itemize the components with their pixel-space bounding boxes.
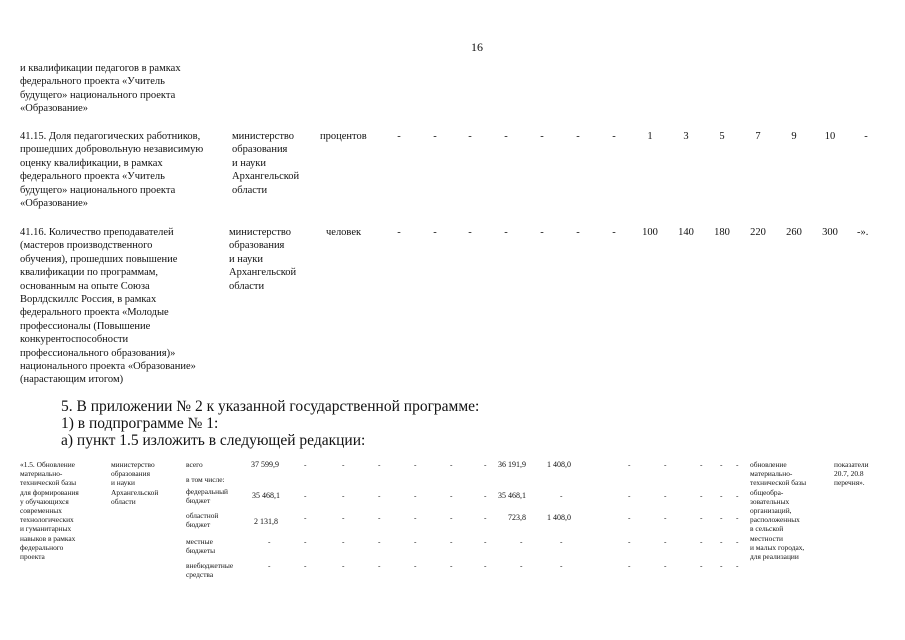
text-line: образования [229, 240, 285, 252]
value-cell: - [484, 513, 487, 522]
text-line: и науки [111, 478, 135, 488]
value-cell: - [378, 460, 381, 469]
value-cell: 3 [683, 131, 689, 142]
value-cell: - [450, 561, 453, 570]
value-cell: - [700, 513, 703, 522]
text-line: области [232, 184, 268, 196]
value-cell: - [612, 227, 616, 238]
text-line: «Образование» [20, 103, 89, 115]
text-line: для формирования [20, 487, 79, 497]
indicator-name [20, 226, 196, 387]
value-cell: - [378, 561, 381, 570]
instruction-line-2: 1) в подпрограмме № 1: [61, 415, 219, 432]
value-cell: 5 [719, 131, 725, 142]
value-cell: - [720, 513, 723, 522]
funding-total: 37 599,9 [251, 460, 279, 469]
value-cell: - [468, 131, 472, 142]
text-line: федерального [20, 542, 64, 552]
indicator-name [20, 130, 203, 210]
measure-name [20, 460, 79, 561]
text-line: бюджеты [186, 546, 216, 556]
value-cell: - [414, 561, 417, 570]
text-line: проекта [20, 552, 45, 562]
value-cell: - [484, 491, 487, 500]
value-cell: - [664, 537, 667, 546]
value-cell: - [520, 537, 523, 546]
text-line: профессионального образования)» [20, 347, 176, 359]
value-cell: - [378, 513, 381, 522]
text-line: национального проекта «Образование» [20, 361, 196, 373]
value-cell: - [560, 537, 563, 546]
text-line: «1.5. Обновление [20, 460, 75, 469]
value-cell: -». [857, 227, 869, 238]
value-cell: - [484, 460, 487, 469]
value-cell: - [628, 460, 631, 469]
text-line: и малых городах, [750, 542, 805, 552]
value-cell: - [397, 131, 401, 142]
text-line: Архангельской [229, 267, 297, 279]
text-line: министерство [229, 227, 292, 238]
text-line: (мастеров производственного [20, 240, 153, 252]
value-cell: - [540, 131, 544, 142]
text-line: и науки [229, 253, 263, 265]
unit: человек [326, 227, 362, 238]
page-number: 16 [471, 40, 483, 54]
value-cell: - [484, 561, 487, 570]
value-cell: - [468, 227, 472, 238]
value-cell: - [720, 491, 723, 500]
value-cell: - [720, 460, 723, 469]
value-cell: - [700, 460, 703, 469]
text-line: организаций, [750, 506, 792, 516]
funding-total: 2 131,8 [254, 517, 278, 526]
text-line: области [229, 280, 265, 292]
value-cell: 140 [678, 227, 694, 238]
value-cell: - [700, 561, 703, 570]
text-line: министерство [111, 460, 155, 469]
value-cell: 35 468,1 [498, 491, 526, 500]
value-cell: 100 [642, 227, 658, 238]
funding-source: в том числе: [186, 475, 225, 484]
value-cell: - [304, 537, 307, 546]
value-cell: - [736, 513, 739, 522]
value-cell: 1 408,0 [547, 460, 571, 469]
text-line: перечня». [834, 478, 865, 488]
text-line: для реализации [750, 552, 799, 562]
value-cell: - [664, 513, 667, 522]
text-line: оценку квалификации, в рамках [20, 157, 163, 169]
value-cell: 220 [750, 227, 766, 238]
value-cell: - [736, 491, 739, 500]
value-cell: - [304, 460, 307, 469]
text-line: образования [232, 144, 288, 156]
value-cell: 1 [647, 131, 653, 142]
value-cell: - [342, 491, 345, 500]
funding-total: - [268, 537, 271, 546]
value-cell: - [736, 561, 739, 570]
text-line: общеобра- [750, 487, 784, 497]
funding-source: всего [186, 460, 203, 469]
value-cell: - [304, 513, 307, 522]
value-cell: - [450, 537, 453, 546]
value-cell: 723,8 [508, 513, 526, 522]
responsible-org [232, 130, 299, 197]
value-cell: - [628, 513, 631, 522]
text-line: зовательных [750, 496, 790, 506]
text-line: технологических [20, 515, 74, 525]
value-cell: - [342, 537, 345, 546]
text-line: федеральный [186, 487, 228, 496]
text-line: образования [111, 469, 150, 479]
value-cell: - [414, 491, 417, 500]
text-line: будущего» национального проекта [20, 89, 176, 101]
value-cell: - [628, 561, 631, 570]
value-cell: - [560, 561, 563, 570]
value-cell: - [342, 513, 345, 522]
value-cell: 260 [786, 227, 802, 238]
funding-source [186, 561, 233, 579]
text-line: (нарастающим итогом) [20, 374, 124, 386]
value-cell: - [576, 227, 580, 238]
text-line: федерального проекта «Молодые [20, 307, 169, 319]
value-cell: - [304, 491, 307, 500]
text-line: 20.7, 20.8 [834, 469, 864, 479]
expected-result [750, 460, 806, 561]
value-cell: - [342, 460, 345, 469]
value-cell: - [520, 561, 523, 570]
value-cell: - [664, 491, 667, 500]
funding-source [186, 511, 218, 529]
value-cell: 10 [824, 131, 836, 142]
value-cell: - [700, 491, 703, 500]
value-cell: - [378, 491, 381, 500]
indicator-refs [834, 460, 869, 488]
value-cell: - [378, 537, 381, 546]
text-line: технической базы [20, 478, 77, 488]
value-cell: - [664, 561, 667, 570]
value-cell: - [720, 561, 723, 570]
instruction-line-1: 5. В приложении № 2 к указанной государственной программе: [61, 398, 480, 415]
text-line: бюджет [186, 520, 211, 530]
text-line: внебюджетные [186, 561, 234, 570]
text-line: Архангельской [232, 171, 300, 183]
text-line: расположенных [750, 515, 800, 525]
value-cell: 180 [714, 227, 730, 238]
value-cell: - [612, 131, 616, 142]
text-line: обновление [750, 460, 787, 469]
continued-indicator-name [20, 62, 181, 116]
value-cell: - [560, 491, 563, 500]
text-line: и гуманитарных [20, 524, 72, 534]
text-line: и науки [232, 157, 266, 169]
value-cell: - [700, 537, 703, 546]
text-line: профессионалы (Повышение [20, 320, 151, 332]
value-cell: - [414, 513, 417, 522]
funding-source [186, 537, 215, 555]
text-line: местные [186, 537, 213, 546]
text-line: обучения), прошедших повышение [20, 253, 178, 265]
text-line: показатели [834, 460, 869, 469]
text-line: основанным на опыте Союза [20, 280, 150, 292]
text-line: материально- [750, 469, 793, 479]
text-line: в сельской [750, 524, 784, 534]
responsible-org [229, 226, 296, 293]
value-cell: 36 191,9 [498, 460, 526, 469]
value-cell: 7 [755, 131, 761, 142]
text-line: прошедших добровольную независимую [20, 144, 204, 156]
value-cell: - [628, 491, 631, 500]
funding-source [186, 487, 228, 505]
text-line: 41.15. Доля педагогических работников, [20, 131, 201, 142]
text-line: конкурентоспособности [20, 334, 129, 346]
value-cell: - [450, 491, 453, 500]
text-line: средства [186, 570, 214, 580]
text-line: министерство [232, 131, 295, 142]
value-cell: - [450, 460, 453, 469]
value-cell: 300 [822, 227, 838, 238]
text-line: современных [20, 506, 62, 516]
value-cell: - [342, 561, 345, 570]
text-line: и квалификации педагогов в рамках [20, 63, 181, 74]
value-cell: - [664, 460, 667, 469]
funding-total: - [268, 561, 271, 570]
value-cell: - [414, 460, 417, 469]
instruction-line-3: а) пункт 1.5 изложить в следующей редакции: [61, 432, 366, 449]
text-line: «Образование» [20, 198, 89, 210]
value-cell: - [397, 227, 401, 238]
text-line: бюджет [186, 496, 211, 506]
funding-total: 35 468,1 [252, 491, 280, 500]
value-cell: - [864, 131, 868, 142]
value-cell: - [504, 227, 508, 238]
responsible-org [111, 460, 158, 506]
value-cell: 1 408,0 [547, 513, 571, 522]
value-cell: 9 [791, 131, 797, 142]
text-line: местности [750, 533, 783, 543]
text-line: 41.16. Количество преподавателей [20, 227, 174, 238]
value-cell: - [433, 131, 437, 142]
text-line: материально- [20, 469, 63, 479]
value-cell: - [484, 537, 487, 546]
text-line: квалификации по программам, [20, 267, 159, 279]
value-cell: - [414, 537, 417, 546]
value-cell: - [304, 561, 307, 570]
value-cell: - [736, 537, 739, 546]
value-cell: - [504, 131, 508, 142]
text-line: технической базы [750, 478, 807, 488]
value-cell: - [736, 460, 739, 469]
text-line: областной [186, 511, 219, 520]
value-cell: - [433, 227, 437, 238]
text-line: Ворлдскиллс Россия, в рамках [20, 294, 157, 306]
text-line: будущего» национального проекта [20, 184, 176, 196]
unit: процентов [320, 131, 367, 142]
text-line: у обучающихся [20, 496, 69, 506]
value-cell: - [628, 537, 631, 546]
text-line: области [111, 496, 136, 506]
value-cell: - [450, 513, 453, 522]
value-cell: - [576, 131, 580, 142]
value-cell: - [720, 537, 723, 546]
value-cell: - [540, 227, 544, 238]
text-line: федерального проекта «Учитель [20, 76, 165, 88]
text-line: федерального проекта «Учитель [20, 171, 165, 183]
text-line: Архангельской [111, 487, 159, 497]
text-line: навыков в рамках [20, 533, 76, 543]
